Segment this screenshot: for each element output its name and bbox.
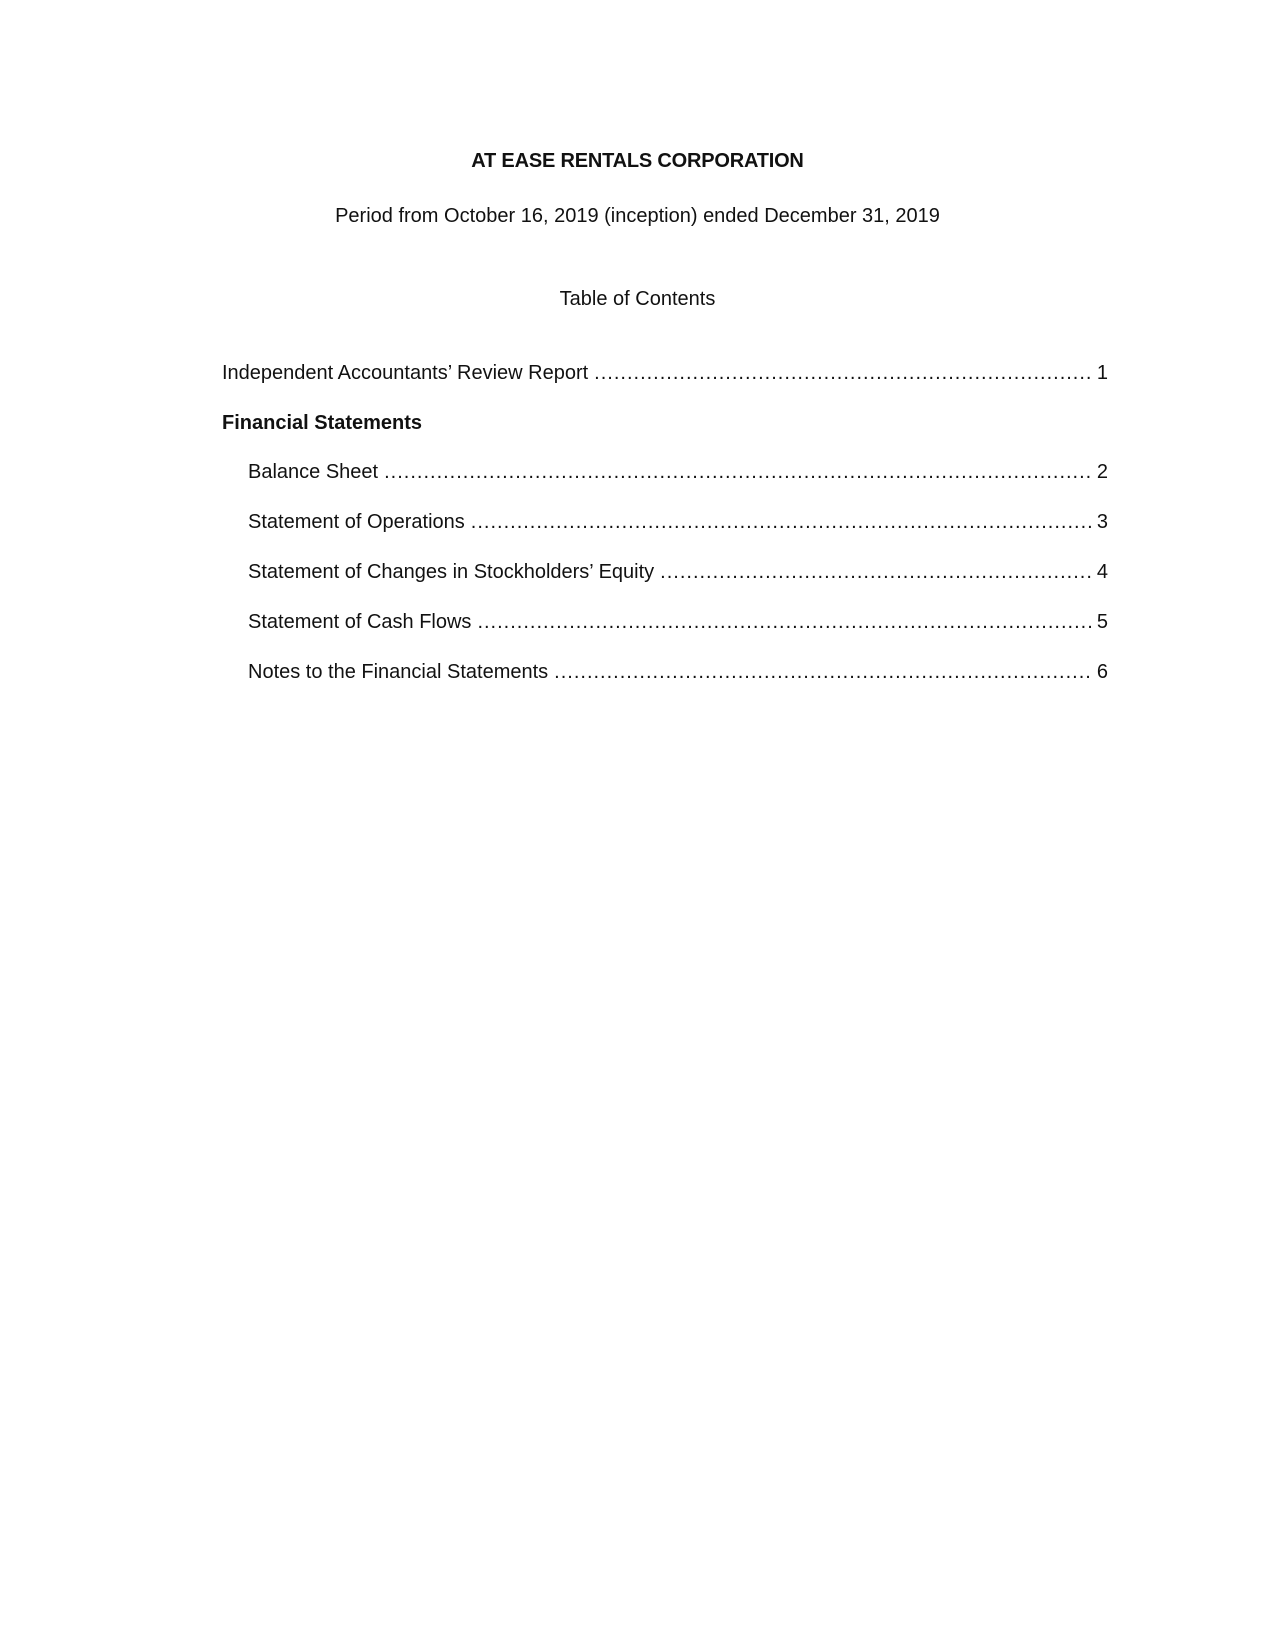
company-name: AT EASE RENTALS CORPORATION (471, 150, 804, 172)
report-period: Period from October 16, 2019 (inception) ended December 31, 2019 (335, 205, 940, 227)
toc-page-number: 5 (1096, 611, 1108, 633)
toc-entry-cash-flows (248, 611, 1108, 637)
toc-entry-balance-sheet (248, 461, 1108, 487)
toc-entry-label: Independent Accountants’ Review Report (222, 362, 589, 384)
toc-dot-leader (594, 362, 1093, 385)
toc-page-number: 3 (1096, 511, 1108, 533)
toc-page-number: 4 (1096, 561, 1108, 583)
toc-entry-notes (248, 661, 1108, 687)
toc-page-number: 2 (1096, 461, 1108, 483)
toc-dot-leader (471, 511, 1093, 534)
toc-entry-label: Statement of Operations (248, 511, 465, 533)
toc-dot-leader (384, 461, 1093, 484)
toc-entry-statement-of-operations (248, 511, 1108, 537)
toc-section-heading: Financial Statements (222, 412, 423, 434)
toc-entry-label: Statement of Changes in Stockholders’ Equity (248, 561, 655, 583)
toc-dot-leader (660, 561, 1093, 584)
toc-page-number: 6 (1096, 661, 1108, 683)
toc-entry-review-report (222, 362, 1108, 388)
toc-dot-leader (554, 661, 1093, 684)
toc-entry-label: Notes to the Financial Statements (248, 661, 549, 683)
toc-entry-label: Statement of Cash Flows (248, 611, 472, 633)
toc-entry-label: Balance Sheet (248, 461, 379, 483)
toc-entry-stockholders-equity (248, 561, 1108, 587)
toc-page-number: 1 (1096, 362, 1108, 384)
toc-title: Table of Contents (559, 288, 716, 310)
toc-dot-leader (477, 611, 1092, 634)
